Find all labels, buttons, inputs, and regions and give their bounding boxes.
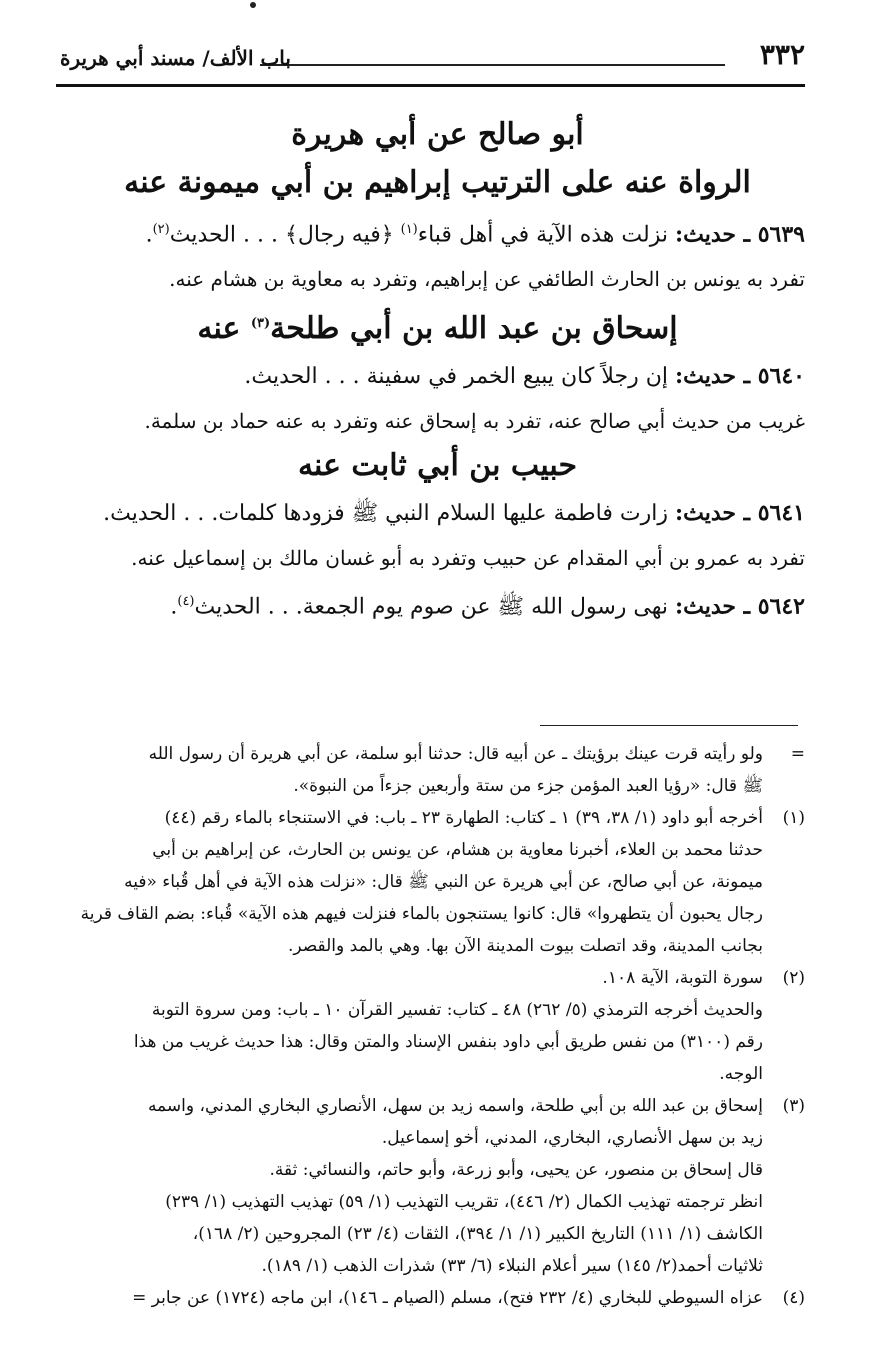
running-title: باب الألف/ مسند أبي هريرة [60, 46, 291, 70]
hadith-number: ٥٦٤٢ ـ حديث: [674, 593, 805, 620]
footnote-ref: (٣) [250, 316, 271, 332]
footnote-4 [70, 1282, 805, 1314]
hadith-end: . [170, 594, 178, 620]
page-number: ٣٣٢ [759, 38, 805, 71]
footnote-line: ميمونة، عن أبي صالح، عن أبي هريرة عن النبي ﷺ قال: «نزلت هذه الآية في أهل قُباء «فيه [124, 872, 763, 892]
footnote-line: عزاه السيوطي للبخاري (٤/ ٢٣٢ فتح)، مسلم (الصيام ـ ١٤٦)، ابن ماجه (١٧٢٤) عن جابر = [132, 1288, 763, 1308]
hadith-5640 [70, 356, 805, 397]
hadith-text: إن رجلاً كان يبيع الخمر في سفينة . . . الحديث. [244, 364, 675, 390]
hadith-text: نزلت هذه الآية في أهل قباء [417, 222, 675, 248]
footnote-marker: (٢) [782, 968, 805, 988]
footnote-3 [70, 1090, 805, 1282]
footnote-ref: (٢) [152, 222, 170, 237]
hadith-number: ٥٦٤٠ ـ حديث: [674, 363, 805, 390]
note-5639: تفرد به يونس بن الحارث الطائفي عن إبراهيم، وتفرد به معاوية بن هشام عنه. [169, 267, 805, 292]
heading-suffix: عنه [197, 311, 251, 347]
header-rule [56, 84, 805, 87]
footnote-line: ولو رأيته قرت عينك برؤيتك ـ عن أبيه قال: حدثنا أبو سلمة، عن أبي هريرة أن رسول الله [148, 744, 763, 764]
section-heading-abu-salih: أبو صالح عن أبي هريرة [291, 117, 584, 152]
hadith-5641 [70, 493, 805, 534]
footnote-marker: (٣) [782, 1096, 805, 1116]
footnote-line: حدثنا محمد بن العلاء، أخبرنا معاوية بن هشام، عن يونس بن الحارث، عن إبراهيم بن أبي [152, 840, 763, 860]
hadith-number: ٥٦٤١ ـ حديث: [674, 500, 805, 527]
footnote-continuation [70, 738, 805, 802]
footnote-line: انظر ترجمته تهذيب الكمال (٢/ ٤٤٦)، تقريب التهذيب (١/ ٥٩) تهذيب التهذيب (١/ ٢٣٩) [165, 1192, 763, 1212]
hadith-5639 [70, 210, 805, 255]
heading-text: إسحاق بن عبد الله بن أبي طلحة [270, 311, 678, 347]
footnotes [70, 738, 805, 1314]
hadith-text: نهى رسول الله ﷺ عن صوم يوم الجمعة. . . الحديث [194, 594, 675, 620]
hadith-text: زارت فاطمة عليها السلام النبي ﷺ فزودها كلمات. . . الحديث. [103, 501, 675, 527]
hadith-number: ٥٦٣٩ ـ حديث: [674, 221, 805, 248]
header-dash-rule [260, 64, 725, 66]
hadith-end: . [145, 222, 153, 248]
footnote-line: رقم (٣١٠٠) من نفس طريق أبي داود بنفس الإسناد والمتن وقال: هذا حديث غريب من هذا [133, 1032, 763, 1052]
footnote-line: ﷺ قال: «رؤيا العبد المؤمن جزء من ستة وأربعين جزءاً من النبوة». [293, 776, 763, 796]
section-subheading-narrators: الرواة عنه على الترتيب إبراهيم بن أبي ميمونة عنه [124, 165, 751, 200]
footnote-line: زيد بن سهل الأنصاري، البخاري، المدني، أخو إسماعيل. [381, 1128, 763, 1148]
hadith-5642 [70, 582, 805, 627]
main-text [70, 110, 805, 632]
section-heading-habib: حبيب بن أبي ثابت عنه [297, 448, 578, 484]
footnote-line: سورة التوبة، الآية ١٠٨. [602, 968, 763, 988]
note-5641: تفرد به عمرو بن أبي المقدام عن حبيب وتفرد به أبو غسان مالك بن إسماعيل عنه. [131, 546, 805, 571]
footnote-line: الكاشف (١/ ١١١) التاريخ الكبير (١/ ١/ ٣٩٤)، الثقات (٤/ ٢٣) المجروحين (٢/ ١٦٨)، [192, 1224, 763, 1244]
footnote-marker: = [790, 744, 805, 764]
footnote-line: قال إسحاق بن منصور، عن يحيى، وأبو زرعة، وأبو حاتم، والنسائي: ثقة. [269, 1160, 763, 1180]
footnote-line: رجال يحبون أن يتطهروا» قال: كانوا يستنجون بالماء فنزلت فيهم هذه الآية» قُباء: بضم القاف قرية [80, 904, 763, 924]
footnote-line: والحديث أخرجه الترمذي (٥/ ٢٦٢) ٤٨ ـ كتاب: تفسير القرآن ١٠ ـ باب: ومن سروة التوبة [151, 1000, 763, 1020]
footnote-line: إسحاق بن عبد الله بن أبي طلحة، واسمه زيد بن سهل، الأنصاري البخاري المدني، واسمه [147, 1096, 763, 1116]
footnote-line: ثلاثيات أحمد(٢/ ١٤٥) سير أعلام النبلاء (٦/ ٣٣) شذرات الذهب (١/ ١٨٩). [261, 1256, 763, 1276]
hadith-text: ﴿فيه رجال﴾ . . . الحديث [169, 222, 401, 248]
footnote-ref: (١) [400, 222, 418, 237]
footnote-line: بجانب المدينة، وقد اتصلت بيوت المدينة الآن بها. وهي بالمد والقصر. [288, 936, 763, 956]
footnote-marker: (٤) [782, 1288, 805, 1308]
page-header [60, 38, 805, 80]
footnote-line: الوجه. [719, 1064, 763, 1084]
footnote-marker: (١) [782, 808, 805, 828]
footnote-2 [70, 962, 805, 1090]
section-heading-ishaq [70, 301, 805, 352]
footnote-line: أخرجه أبو داود (١/ ٣٨، ٣٩) ١ ـ كتاب: الطهارة ٢٣ ـ باب: في الاستنجاء بالماء رقم (٤٤) [164, 808, 763, 828]
note-5640: غريب من حديث أبي صالح عنه، تفرد به إسحاق عنه وتفرد به عنه حماد بن سلمة. [144, 409, 805, 434]
footnote-ref: (٤) [177, 594, 195, 610]
ink-dot [250, 2, 256, 8]
footnote-1 [70, 802, 805, 962]
footnote-separator [540, 725, 798, 726]
